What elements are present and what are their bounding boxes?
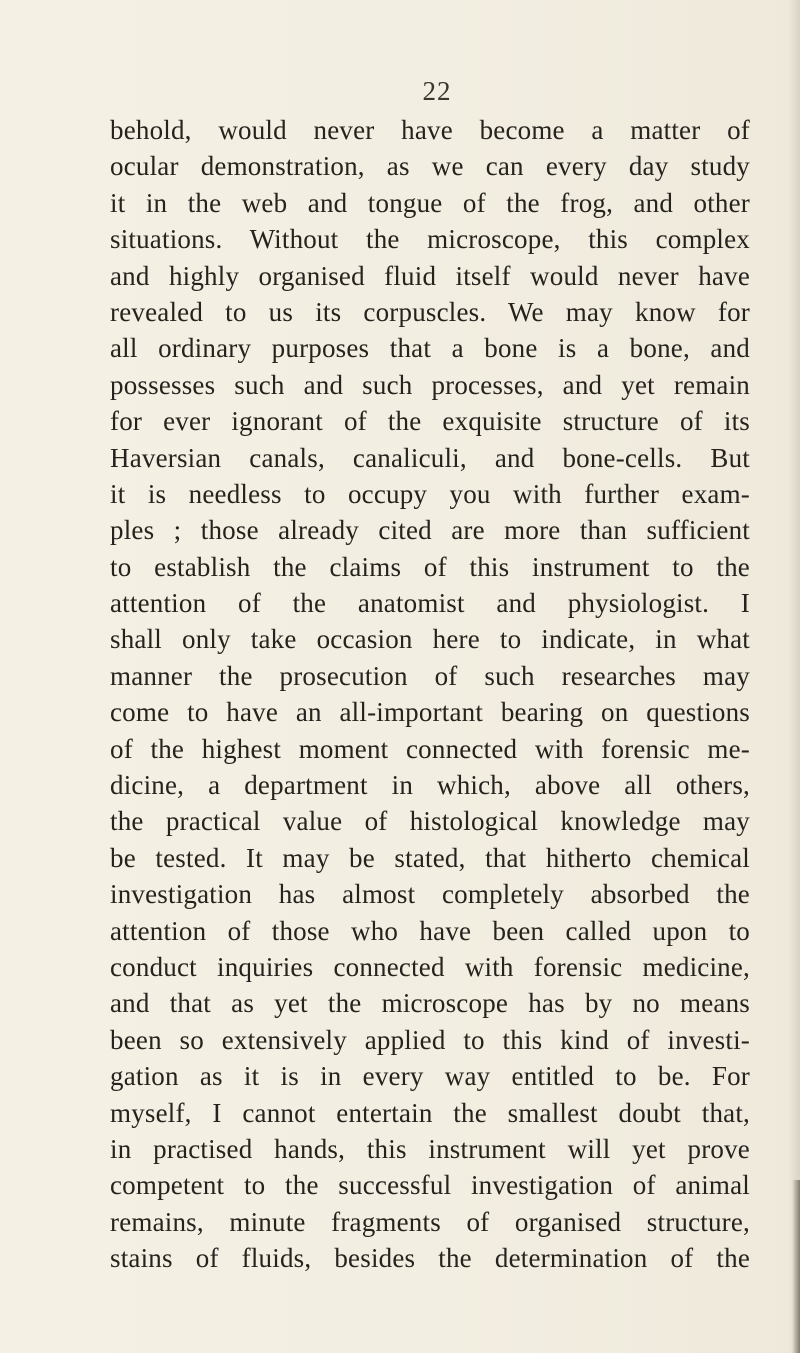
text-line: ples ; those already cited are more than sufficient <box>110 515 750 546</box>
text-line: shall only take occasion here to indicate, in what <box>110 624 750 655</box>
text-line: all ordinary purposes that a bone is a bone, and <box>110 333 750 364</box>
text-line: attention of those who have been called upon to <box>110 915 750 946</box>
text-line: dicine, a department in which, above all others, <box>110 770 750 801</box>
text-line: competent to the successful investigation of animal <box>110 1170 750 1201</box>
text-line: been so extensively applied to this kind of investi- <box>110 1024 750 1055</box>
text-line: conduct inquiries connected with forensic medicine, <box>110 951 750 982</box>
text-line: for ever ignorant of the exquisite structure of its <box>110 406 750 437</box>
text-line: possesses such and such processes, and yet remain <box>110 369 750 400</box>
text-line: revealed to us its corpuscles. We may know for <box>110 296 750 327</box>
text-line: stains of fluids, besides the determination of the <box>110 1243 750 1274</box>
text-line: situations. Without the microscope, this complex <box>110 224 750 255</box>
page-edge-shadow <box>788 0 800 1353</box>
text-line: manner the prosecution of such researches may <box>110 660 750 691</box>
text-line: of the highest moment connected with forensic me- <box>110 733 750 764</box>
text-line: ocular demonstration, as we can every day study <box>110 151 750 182</box>
text-line: to establish the claims of this instrument to the <box>110 551 750 582</box>
text-line: Haversian canals, canaliculi, and bone-cells. But <box>110 442 750 473</box>
text-line: remains, minute fragments of organised structure, <box>110 1206 750 1237</box>
body-text <box>110 112 750 1277</box>
text-line: and that as yet the microscope has by no means <box>110 988 750 1019</box>
text-line: investigation has almost completely absorbed the <box>110 879 750 910</box>
text-line: the practical value of histological knowledge may <box>110 806 750 837</box>
text-line: come to have an all-important bearing on questions <box>110 697 750 728</box>
text-line: myself, I cannot entertain the smallest doubt that, <box>110 1097 750 1128</box>
text-line: and highly organised fluid itself would never have <box>110 260 750 291</box>
text-line: it in the web and tongue of the frog, and other <box>110 187 750 218</box>
text-line: gation as it is in every way entitled to be. For <box>110 1061 750 1092</box>
page-number: 22 <box>422 76 452 106</box>
text-line: behold, would never have become a matter of <box>110 115 750 145</box>
page-edge-binding <box>792 1180 800 1353</box>
text-line: in practised hands, this instrument will yet prove <box>110 1133 750 1164</box>
text-line: it is needless to occupy you with further exam- <box>110 478 750 509</box>
text-line: be tested. It may be stated, that hitherto chemical <box>110 842 750 873</box>
text-line: attention of the anatomist and physiologist. I <box>110 588 750 619</box>
